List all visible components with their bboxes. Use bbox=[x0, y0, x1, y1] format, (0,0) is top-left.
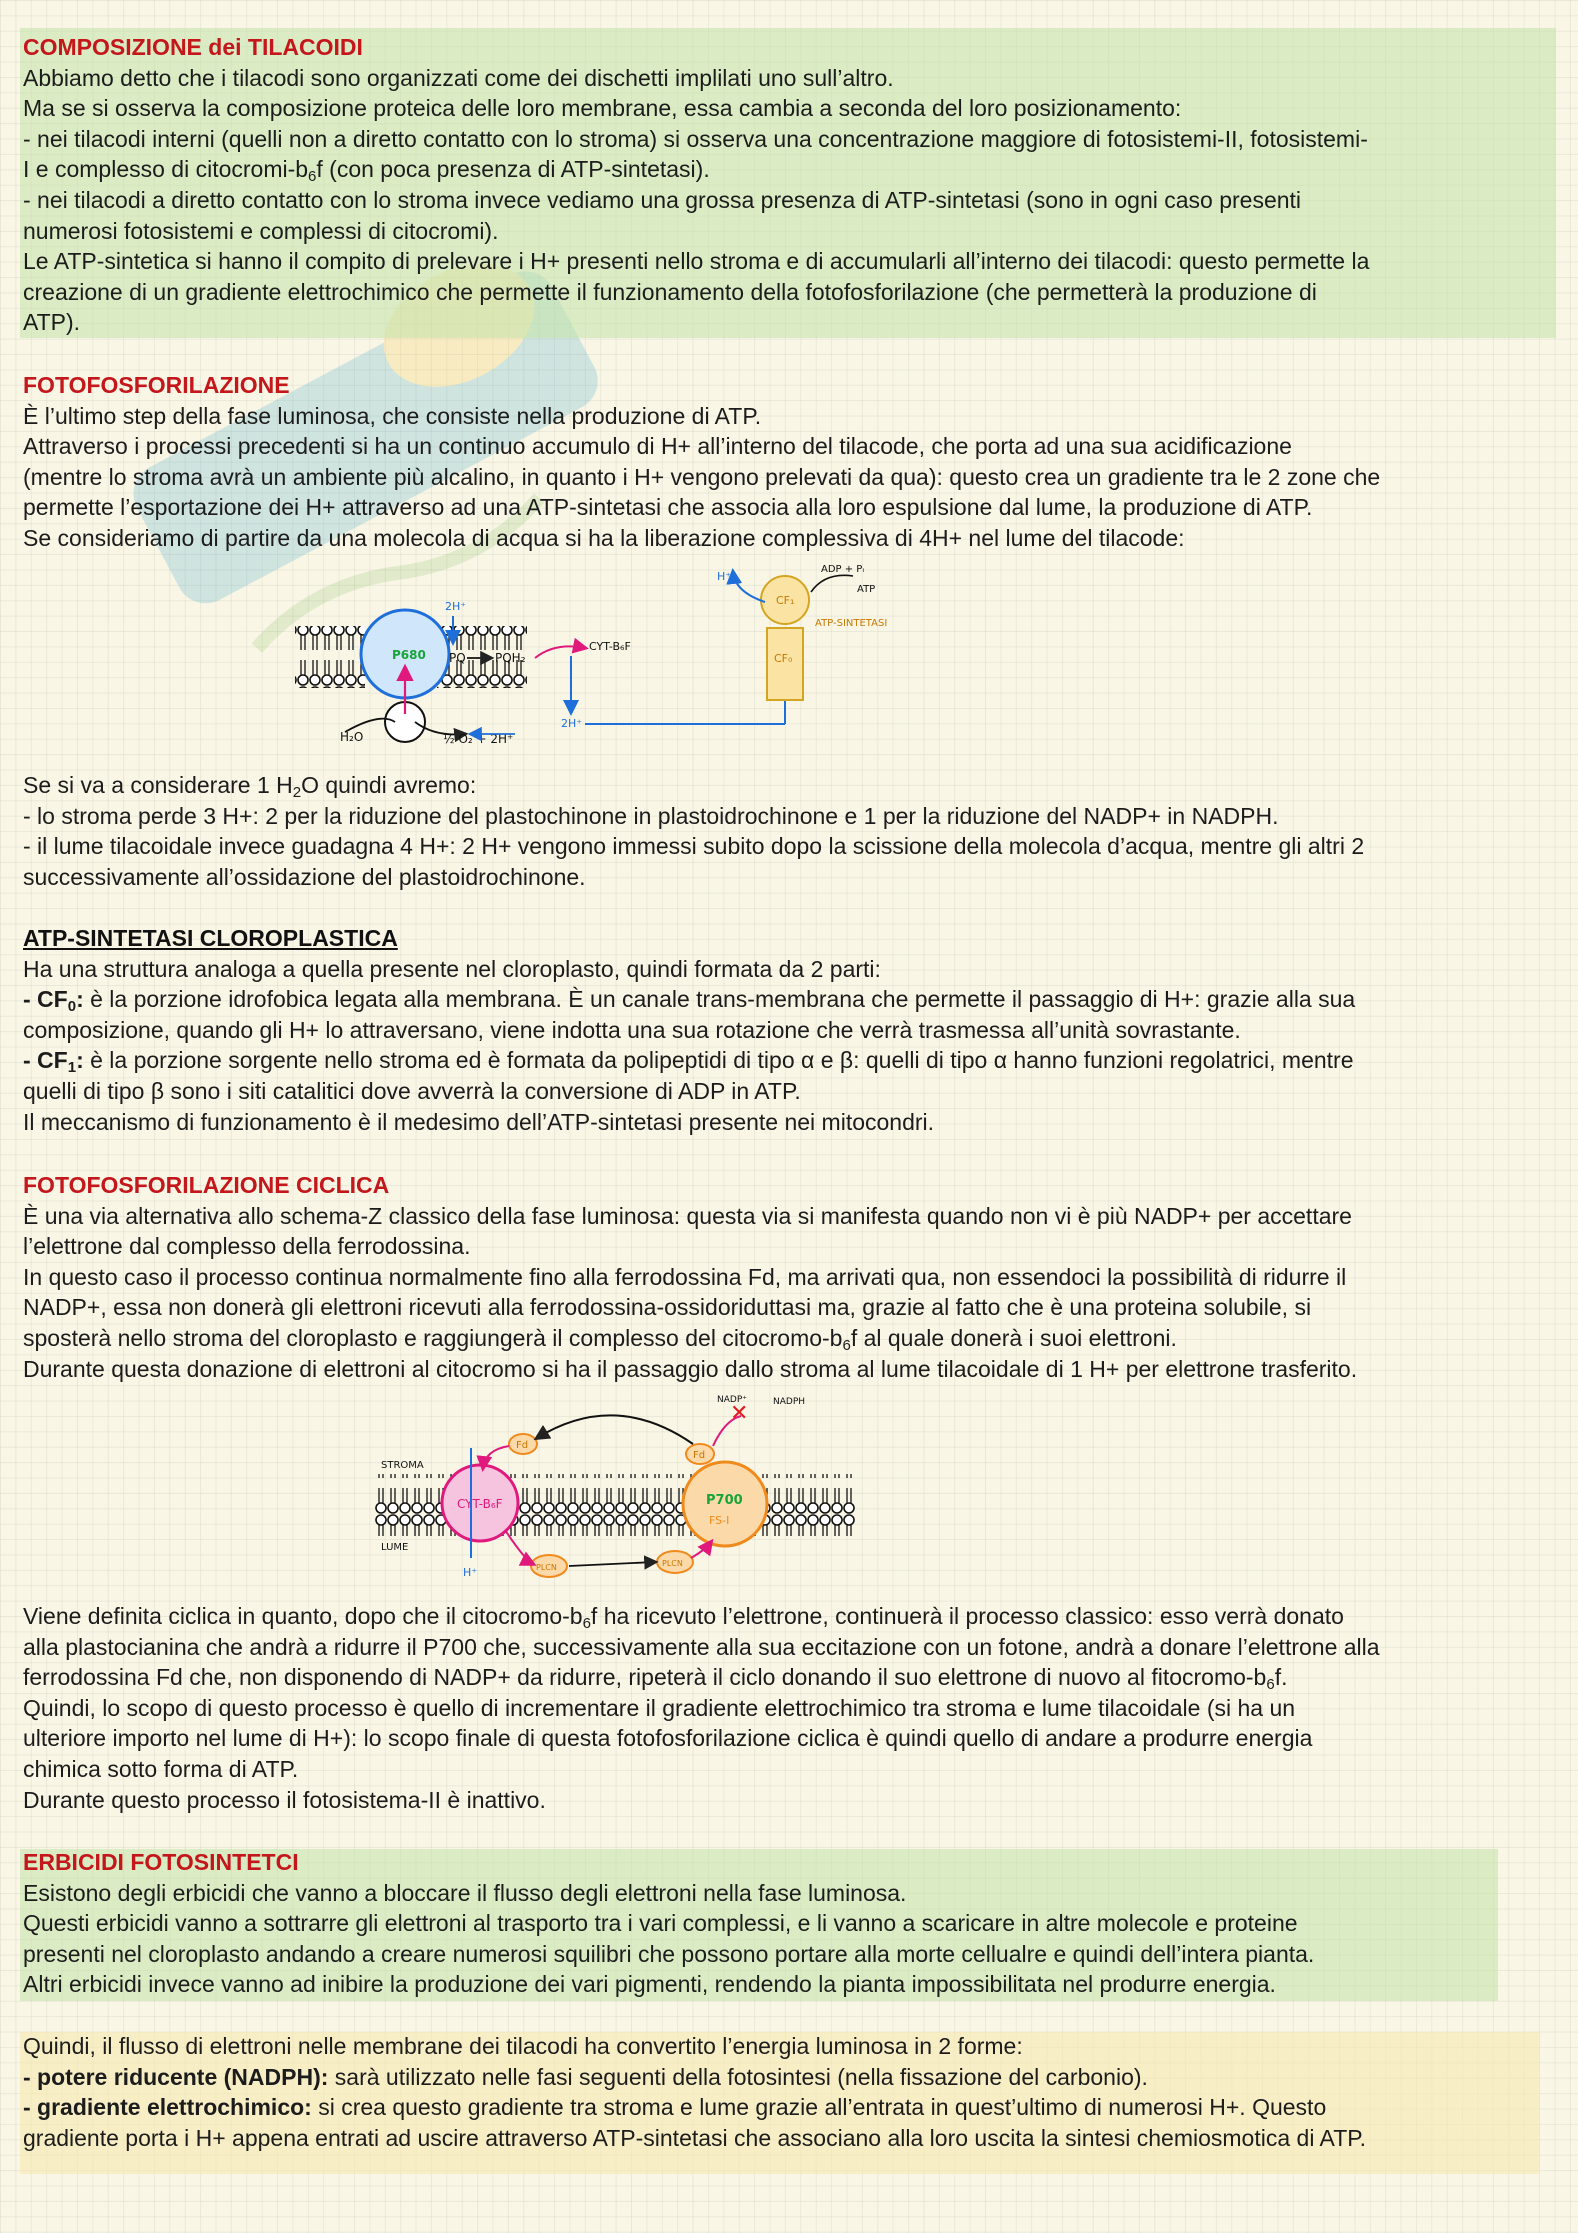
text-line: - il lume tilacoidale invece guadagna 4 H+: 2 H+ vengono immessi subito dopo la scissione della molecola d’acqua, mentre gli altri 2 bbox=[23, 833, 1365, 860]
atp-label: ATP bbox=[857, 584, 876, 595]
text-line: Ma se si osserva la composizione proteica delle loro membrane, essa cambia a seconda del loro posizionamento: bbox=[23, 95, 1182, 122]
text-line: I e complesso di citocromi-$b_6f$ (con poca presenza di ATP-sintetasi). bbox=[23, 156, 710, 186]
section-atp-sintetasi bbox=[23, 923, 1563, 1137]
h2o-label: H₂O bbox=[340, 730, 364, 744]
electron-arrow bbox=[691, 1542, 711, 1558]
section-ciclica-cont bbox=[23, 1601, 1563, 1815]
fotofosforilazione-diagram bbox=[285, 562, 925, 752]
text-line: sposterà nello stroma del cloroplasto e raggiungerà il complesso del citocromo-$b_6f$ al quale donerà i suoi elettroni. bbox=[23, 1324, 1177, 1354]
text-line: Viene definita ciclica in quanto, dopo che il citocromo-$b_6f$ ha ricevuto l’elettrone, continuerà il processo classico: esso verrà donato bbox=[23, 1603, 1344, 1632]
fsi-label: FS-I bbox=[709, 1514, 730, 1527]
atp-arrow bbox=[811, 575, 853, 592]
cyt-b6f-label: CYT-B₆F bbox=[589, 640, 631, 653]
plcn-label: PLCN bbox=[662, 1559, 683, 1568]
text-line: - lo stroma perde 3 H+: 2 per la riduzione del plastochinone in plastoidrochinone e 1 per la riduzione del NADP+ in NADPH. bbox=[23, 802, 1279, 829]
p700-label: P700 bbox=[706, 1493, 743, 1508]
text-line: creazione di un gradiente elettrochimico che permette il funzionamento della fotofosforilazione (che permetterà la produzione di bbox=[23, 278, 1317, 305]
text-line: Abbiamo detto che i tilacodi sono organizzati come dei dischetti implilati uno sull’altro. bbox=[23, 64, 894, 91]
cyclic-electron-arrow bbox=[537, 1415, 693, 1444]
text-line: Durante questo processo il fotosistema-II è inattivo. bbox=[23, 1786, 546, 1813]
text-line: - nei tilacodi interni (quelli non a diretto contatto con lo stroma) si osserva una concentrazione maggiore di fotosistemi-II, fotosistemi- bbox=[23, 125, 1368, 152]
adp-label: ADP + Pᵢ bbox=[821, 564, 865, 575]
text-line: ATP). bbox=[23, 309, 81, 336]
section-title: FOTOFOSFORILAZIONE CICLICA bbox=[23, 1172, 390, 1198]
pq-label: PQ bbox=[449, 651, 466, 665]
text-line: Se consideriamo di partire da una molecola di acqua si ha la liberazione complessiva di 4H+ nel lume del tilacode: bbox=[23, 524, 1185, 551]
section-title: COMPOSIZIONE dei TILACOIDI bbox=[23, 34, 363, 60]
section-title: ATP-SINTETASI CLOROPLASTICA bbox=[23, 925, 398, 951]
plcn-label: PLCN bbox=[536, 1563, 557, 1572]
text-line: Quindi, lo scopo di questo processo è quello di incrementare il gradiente elettrochimico tra stroma e lume tilacoidale (si ha un bbox=[23, 1694, 1296, 1721]
text-line: numerosi fotosistemi e complessi di citocromi). bbox=[23, 217, 499, 244]
text-line: presenti nel cloroplasto andando a creare numerosi squilibri che possono portare alla morte cellualre e quindi dell’intera pianta. bbox=[23, 1940, 1315, 1967]
text-line: Questi erbicidi vanno a sottrarre gli elettroni al trasporto tra i vari complessi, e li vanno a scaricare in altre molecole e proteine bbox=[23, 1910, 1298, 1937]
cf1-label: CF₁ bbox=[776, 594, 795, 607]
h-plus-stroma: H⁺ bbox=[717, 570, 732, 583]
text-line: Altri erbicidi invece vanno ad inibire la produzione dei vari pigmenti, rendendo la pianta impossibilitata nel produrre energia. bbox=[23, 1971, 1276, 1998]
text-line: - $CF_1$: è la porzione sorgente nello stroma ed è formata da polipeptidi di tipo α e β: quelli di tipo α hanno funzioni regolatrici, mentre bbox=[23, 1047, 1354, 1077]
nadp-label: NADP⁺ bbox=[717, 1395, 747, 1405]
text-line: Se si va a considerare 1 $H_2O$ quindi avremo: bbox=[23, 772, 477, 801]
text-line: composizione, quando gli H+ lo attraversano, viene indotta una sua rotazione che verrà trasmessa all’unità sovrastante. bbox=[23, 1016, 1241, 1043]
text-line: (mentre lo stroma avrà un ambiente più alcalino, in quanto i H+ vengono prelevati da qua): questo crea un gradiente tra le 2 zone che bbox=[23, 463, 1381, 490]
stroma-label: STROMA bbox=[381, 1460, 424, 1471]
electron-arrow bbox=[535, 646, 585, 658]
block-mark-icon: ✕ bbox=[730, 1401, 749, 1426]
text-line: - nei tilacodi a diretto contatto con lo stroma invece vediamo una grossa presenza di ATP-sintetasi (sono in ogni caso presenti bbox=[23, 186, 1302, 213]
text-line: chimica sotto forma di ATP. bbox=[23, 1755, 299, 1782]
text-line: Durante questa donazione di elettroni al citocromo si ha il passaggio dallo stroma al lume tilacoidale di 1 H+ per elettrone trasferito. bbox=[23, 1355, 1358, 1382]
cyt-b6f-label: CYT-B₆F bbox=[457, 1497, 503, 1511]
section-ciclica bbox=[23, 1170, 1563, 1384]
text-line: Attraverso i processi precedenti si ha un continuo accumulo di H+ all’interno del tilacode, che porta ad una sua acidificazione bbox=[23, 433, 1292, 460]
section-summary bbox=[23, 2031, 1563, 2153]
text-line: l’elettrone dal complesso della ferrodossina. bbox=[23, 1233, 471, 1260]
section-fotofosforilazione-cont bbox=[23, 770, 1563, 892]
psii-label: P680 bbox=[392, 648, 426, 662]
lume-label: LUME bbox=[381, 1542, 409, 1553]
section-title: FOTOFOSFORILAZIONE bbox=[23, 372, 290, 398]
plcn-arrow bbox=[569, 1562, 655, 1566]
section-composizione bbox=[23, 32, 1563, 338]
section-fotofosforilazione bbox=[23, 370, 1563, 554]
text-line: permette l’esportazione dei H+ attraverso ad una ATP-sintetasi che associa alla loro espulsione dal lume, la produzione di ATP. bbox=[23, 494, 1313, 521]
text-line: Esistono degli erbicidi che vanno a bloccare il flusso degli elettroni nella fase luminosa. bbox=[23, 1879, 907, 1906]
text-line: Quindi, il flusso di elettroni nelle membrane dei tilacodi ha convertito l’energia luminosa in 2 forme: bbox=[23, 2033, 1023, 2059]
text-line: alla plastocianina che andrà a ridurre il P700 che, successivamente alla sua eccitazione con un fotone, andrà a donare l’elettrone alla bbox=[23, 1633, 1380, 1660]
text-line: ferrodossina Fd che, non disponendo di NADP+ da ridurre, ripeterà il ciclo donando il suo elettrone di nuovo al fitocromo-$b_6f$. bbox=[23, 1664, 1288, 1694]
h-plus-top: 2H⁺ bbox=[445, 600, 467, 613]
text-line: - potere riducente (NADPH): sarà utilizzato nelle fasi seguenti della fotosintesi (nella fissazione del carbonio). bbox=[23, 2063, 1148, 2090]
text-line: successivamente all’ossidazione del plastoidrochinone. bbox=[23, 863, 586, 890]
text-line: ulteriore importo nel lume di H+): lo scopo finale di questa fotofosforilazione ciclica è quindi quello di andare a produrre energia bbox=[23, 1725, 1313, 1752]
section-erbicidi bbox=[23, 1847, 1563, 2000]
text-line: In questo caso il processo continua normalmente fino alla ferrodossina Fd, ma arrivati qua, non essendoci la possibilità di ridurre il bbox=[23, 1263, 1347, 1290]
atp-synthase-label: ATP-SINTETASI bbox=[815, 618, 888, 629]
h-plus-label: H⁺ bbox=[463, 1566, 478, 1579]
pqh2-label: PQH₂ bbox=[495, 651, 526, 665]
h-plus-lumen: 2H⁺ bbox=[561, 717, 583, 730]
text-line: Le ATP-sintetica si hanno il compito di prelevare i H+ presenti nello stroma e di accumularli all’interno dei tilacodi: questo permette la bbox=[23, 248, 1370, 275]
text-line: - $CF_0$: è la porzione idrofobica legata alla membrana. È un canale trans-membrana che permette il passaggio di H+: grazie alla sua bbox=[23, 986, 1356, 1016]
ciclica-diagram bbox=[375, 1390, 865, 1590]
text-line: È l’ultimo step della fase luminosa, che consiste nella produzione di ATP. bbox=[23, 402, 762, 429]
text-line: Il meccanismo di funzionamento è il medesimo dell’ATP-sintetasi presente nei mitocondri. bbox=[23, 1108, 935, 1135]
cf0-label: CF₀ bbox=[774, 652, 793, 665]
nadph-label: NADPH bbox=[773, 1397, 806, 1407]
text-line: NADP+, essa non donerà gli elettroni ricevuti alla ferrodossina-ossidoriduttasi ma, grazie al fatto che è una proteina solubile, si bbox=[23, 1294, 1312, 1321]
text-line: gradiente porta i H+ appena entrati ad uscire attraverso ATP-sintetasi che associano alla loro uscita la sintesi chemiosmotica di ATP. bbox=[23, 2124, 1367, 2151]
membrane-segment bbox=[295, 626, 365, 688]
text-line: È una via alternativa allo schema-Z classico della fase luminosa: questa via si manifesta quando non vi è più NADP+ per accettare bbox=[23, 1202, 1352, 1229]
section-title: ERBICIDI FOTOSINTETCI bbox=[23, 1849, 299, 1875]
text-line: - gradiente elettrochimico: si crea questo gradiente tra stroma e lume grazie all’entrata in quest’ultimo di numerosi H+. Questo bbox=[23, 2094, 1327, 2121]
fd-label: Fd bbox=[516, 1440, 529, 1451]
oxygen-products-label: ½ O₂ + 2H⁺ bbox=[443, 732, 514, 746]
fd-label: Fd bbox=[693, 1450, 706, 1461]
text-line: Ha una struttura analoga a quella presente nel cloroplasto, quindi formata da 2 parti: bbox=[23, 955, 881, 982]
text-line: quelli di tipo β sono i siti catalitici dove avverrà la conversione di ADP in ATP. bbox=[23, 1077, 801, 1104]
